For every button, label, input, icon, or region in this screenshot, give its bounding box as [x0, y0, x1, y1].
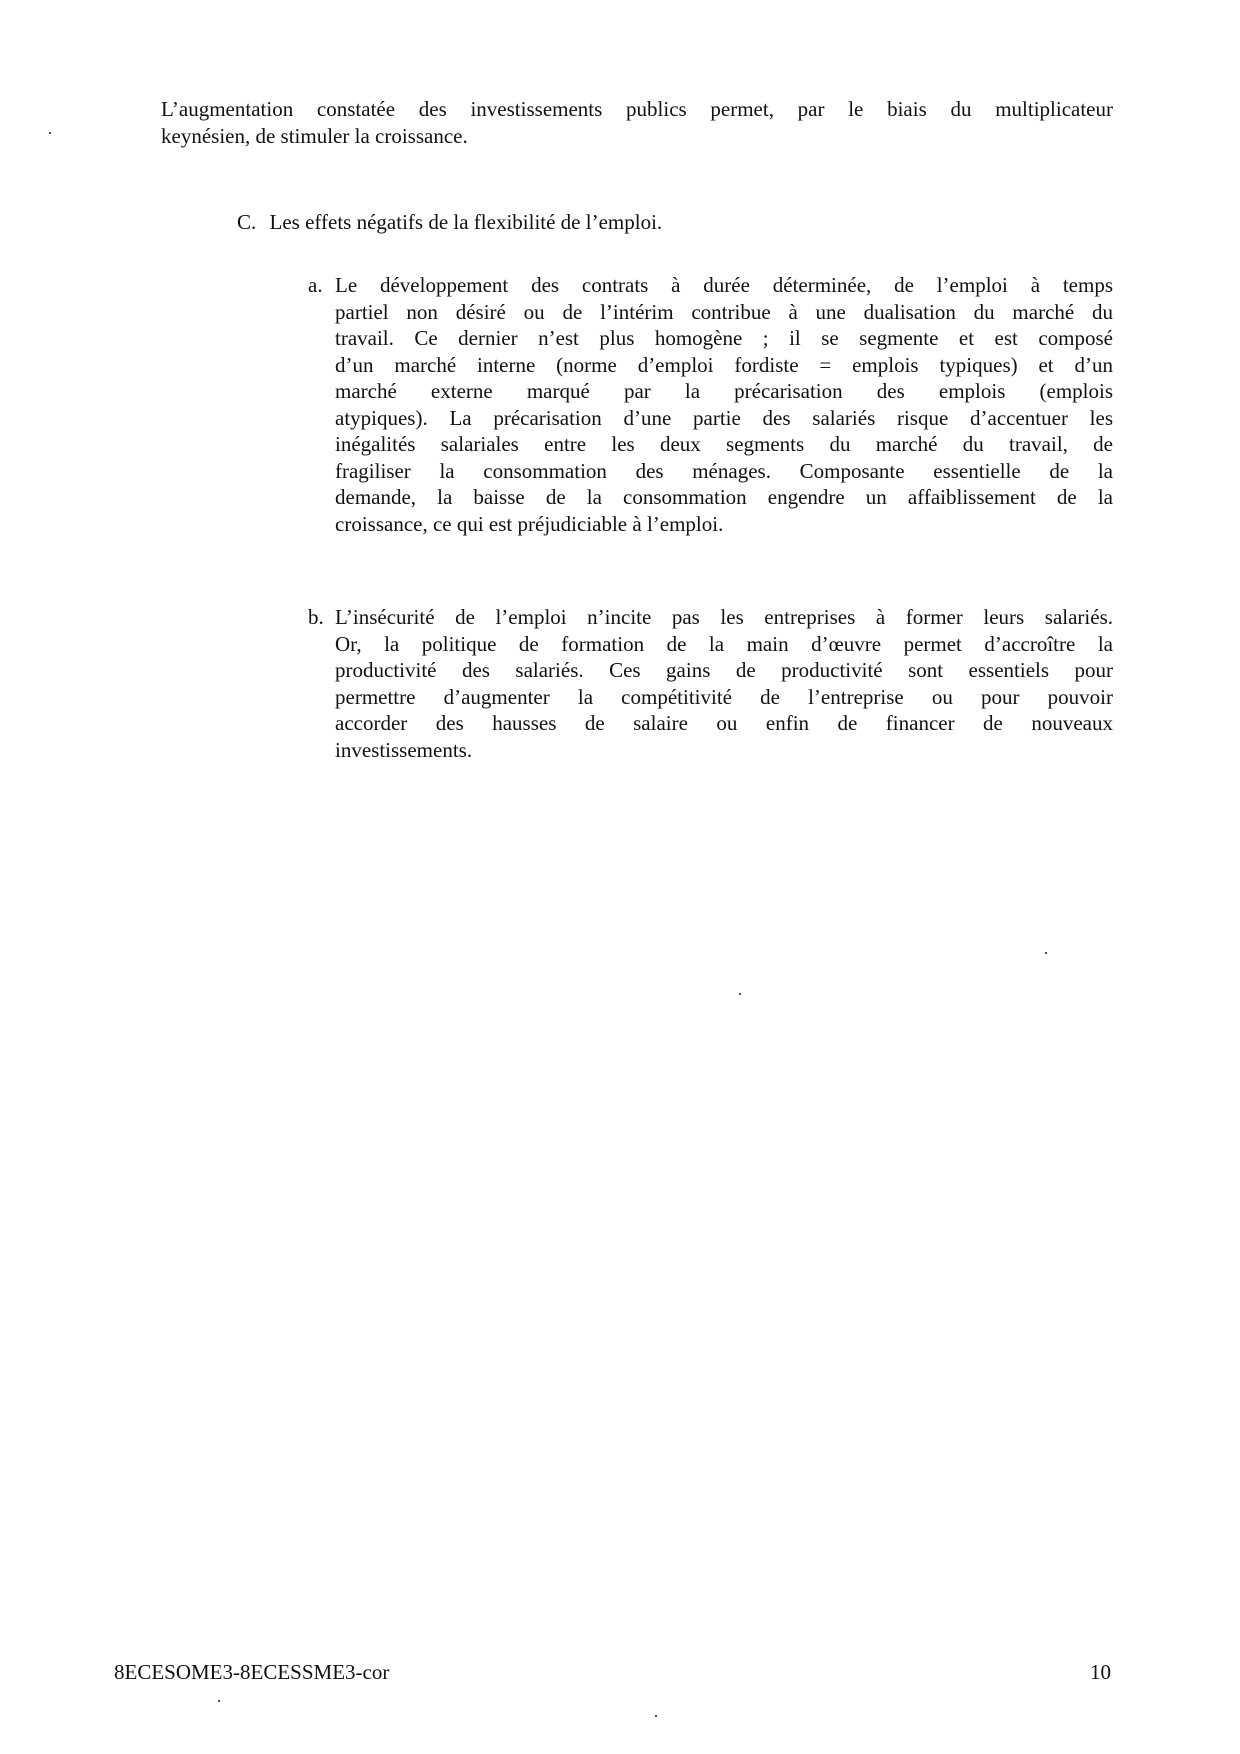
text-line: Or, la politique de formation de la main d’œuvre permet d’accroître la: [335, 631, 1113, 656]
text-line: atypiques). La précarisation d’une partie des salariés risque d’accentuer les: [335, 405, 1113, 430]
intro-paragraph: [161, 96, 1113, 149]
scan-speck: [655, 1715, 657, 1717]
section-heading: [237, 210, 937, 235]
section-letter: C.: [237, 210, 257, 234]
text-line: d’un marché interne (norme d’emploi fordiste = emplois typiques) et d’un: [335, 352, 1113, 377]
list-item-b: [308, 604, 1113, 763]
text-line: productivité des salariés. Ces gains de productivité sont essentiels pour: [335, 658, 1113, 682]
text-line: investissements.: [335, 737, 473, 762]
item-label: b.: [308, 605, 324, 629]
section-title: Les effets négatifs de la flexibilité de l’emploi.: [269, 210, 663, 234]
text-line: Le développement des contrats à durée déterminée, de l’emploi à temps: [335, 273, 1113, 297]
list-item-a: [308, 272, 1113, 537]
text-line: permettre d’augmenter la compétitivité de l’entreprise ou pour pouvoir: [335, 684, 1113, 709]
text-line: L’augmentation constatée des investissements publics permet, par le biais du multiplicateur: [161, 97, 1113, 121]
scan-speck: [1045, 952, 1047, 954]
text-line: accorder des hausses de salaire ou enfin de financer de nouveaux: [335, 711, 1113, 735]
text-line: croissance, ce qui est préjudiciable à l’emploi.: [335, 511, 724, 536]
text-line: keynésien, de stimuler la croissance.: [161, 123, 468, 148]
scan-speck: [218, 1700, 220, 1702]
text-line: partiel non désiré ou de l’intérim contribue à une dualisation du marché du: [335, 299, 1113, 324]
footer-code: 8ECESOME3-8ECESSME3-cor: [114, 1660, 390, 1684]
text-line: demande, la baisse de la consommation engendre un affaiblissement de la: [335, 485, 1113, 509]
item-label: a.: [308, 273, 323, 297]
scan-speck: [49, 132, 51, 134]
text-line: travail. Ce dernier n’est plus homogène ; il se segmente et est composé: [335, 326, 1113, 350]
scan-speck: [739, 993, 741, 995]
text-line: L’insécurité de l’emploi n’incite pas les entreprises à former leurs salariés.: [335, 605, 1113, 629]
page-number: 10: [1090, 1660, 1111, 1684]
text-line: fragiliser la consommation des ménages. Composante essentielle de la: [335, 458, 1113, 483]
text-line: marché externe marqué par la précarisation des emplois (emplois: [335, 379, 1113, 403]
text-line: inégalités salariales entre les deux segments du marché du travail, de: [335, 432, 1113, 456]
